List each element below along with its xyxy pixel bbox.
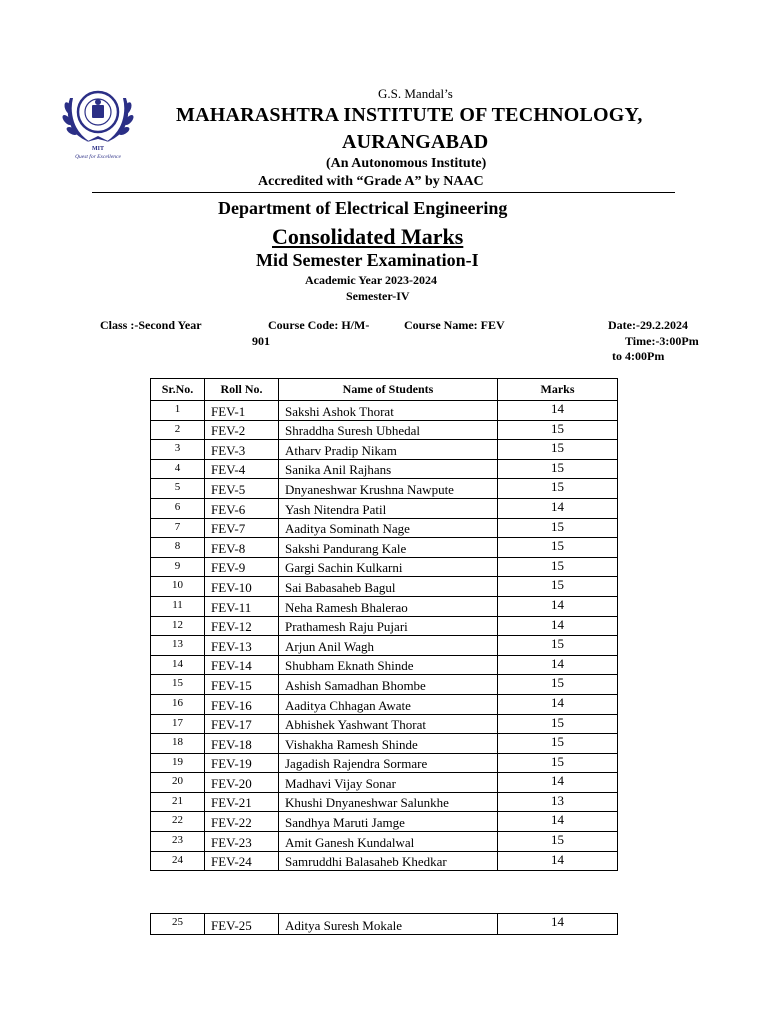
cell-sr-no: 2 — [151, 420, 205, 440]
cell-marks: 15 — [498, 675, 618, 695]
cell-marks: 15 — [498, 734, 618, 754]
exam-time-line1: Time:-3:00Pm — [625, 334, 699, 348]
exam-date: Date:-29.2.2024 — [608, 318, 688, 332]
cell-roll-no: FEV-21 — [205, 792, 279, 812]
institute-name-line1: MAHARASHTRA INSTITUTE OF TECHNOLOGY, — [176, 104, 643, 126]
cell-student-name: Sai Babasaheb Bagul — [279, 577, 498, 597]
cell-marks: 14 — [498, 655, 618, 675]
cell-roll-no: FEV-15 — [205, 675, 279, 695]
table-row — [151, 636, 618, 656]
header-sr-no: Sr.No. — [151, 379, 205, 401]
table-header-row — [151, 379, 618, 401]
table-row — [151, 792, 618, 812]
cell-student-name: Khushi Dnyaneshwar Salunkhe — [279, 792, 498, 812]
table-row — [151, 401, 618, 421]
cell-roll-no: FEV-25 — [205, 914, 279, 935]
cell-roll-no: FEV-10 — [205, 577, 279, 597]
cell-marks: 15 — [498, 479, 618, 499]
cell-marks: 15 — [498, 420, 618, 440]
cell-sr-no: 20 — [151, 773, 205, 793]
cell-student-name: Atharv Pradip Nikam — [279, 440, 498, 460]
cell-sr-no: 14 — [151, 655, 205, 675]
cell-student-name: Sanika Anil Rajhans — [279, 459, 498, 479]
table-row — [151, 498, 618, 518]
cell-marks: 14 — [498, 812, 618, 832]
table-row — [151, 577, 618, 597]
cell-roll-no: FEV-2 — [205, 420, 279, 440]
cell-sr-no: 12 — [151, 616, 205, 636]
cell-student-name: Prathamesh Raju Pujari — [279, 616, 498, 636]
cell-marks: 15 — [498, 459, 618, 479]
cell-sr-no: 23 — [151, 832, 205, 852]
cell-sr-no: 10 — [151, 577, 205, 597]
cell-student-name: Arjun Anil Wagh — [279, 636, 498, 656]
cell-marks: 13 — [498, 792, 618, 812]
class-info: Class :-Second Year — [100, 318, 202, 332]
cell-student-name: Amit Ganesh Kundalwal — [279, 832, 498, 852]
table-row — [151, 596, 618, 616]
page-title: Consolidated Marks — [272, 224, 464, 249]
cell-sr-no: 6 — [151, 498, 205, 518]
cell-student-name: Shraddha Suresh Ubhedal — [279, 420, 498, 440]
cell-roll-no: FEV-11 — [205, 596, 279, 616]
cell-student-name: Jagadish Rajendra Sormare — [279, 753, 498, 773]
cell-roll-no: FEV-13 — [205, 636, 279, 656]
cell-student-name: Aaditya Sominath Nage — [279, 518, 498, 538]
autonomous-label: (An Autonomous Institute) — [326, 156, 487, 171]
academic-year: Academic Year 2023-2024 — [305, 273, 437, 287]
table-row — [151, 694, 618, 714]
cell-roll-no: FEV-16 — [205, 694, 279, 714]
table-row — [151, 557, 618, 577]
cell-sr-no: 11 — [151, 596, 205, 616]
cell-roll-no: FEV-8 — [205, 538, 279, 558]
cell-student-name: Yash Nitendra Patil — [279, 498, 498, 518]
cell-sr-no: 19 — [151, 753, 205, 773]
exam-name: Mid Semester Examination-I — [256, 250, 479, 270]
logo-initials: MIT — [92, 146, 104, 152]
cell-marks: 15 — [498, 753, 618, 773]
cell-student-name: Ashish Samadhan Bhombe — [279, 675, 498, 695]
marks-table-extra-body — [151, 914, 618, 935]
table-row — [151, 675, 618, 695]
cell-marks: 15 — [498, 440, 618, 460]
table-row — [151, 655, 618, 675]
cell-sr-no: 18 — [151, 734, 205, 754]
marks-table-body — [151, 401, 618, 871]
accreditation-label: Accredited with “Grade A” by NAAC — [258, 174, 484, 189]
cell-roll-no: FEV-22 — [205, 812, 279, 832]
cell-sr-no: 25 — [151, 914, 205, 935]
cell-marks: 14 — [498, 694, 618, 714]
cell-sr-no: 16 — [151, 694, 205, 714]
cell-roll-no: FEV-19 — [205, 753, 279, 773]
table-row — [151, 773, 618, 793]
cell-student-name: Sandhya Maruti Jamge — [279, 812, 498, 832]
table-row — [151, 518, 618, 538]
cell-roll-no: FEV-18 — [205, 734, 279, 754]
cell-sr-no: 17 — [151, 714, 205, 734]
course-name: Course Name: FEV — [404, 318, 505, 332]
table-row — [151, 851, 618, 871]
table-row — [151, 538, 618, 558]
table-row — [151, 714, 618, 734]
table-row — [151, 832, 618, 852]
header-name: Name of Students — [279, 379, 498, 401]
cell-sr-no: 1 — [151, 401, 205, 421]
cell-student-name: Aaditya Chhagan Awate — [279, 694, 498, 714]
cell-student-name: Dnyaneshwar Krushna Nawpute — [279, 479, 498, 499]
marks-table — [150, 378, 618, 871]
cell-marks: 14 — [498, 851, 618, 871]
exam-time-line2: to 4:00Pm — [612, 349, 665, 363]
cell-sr-no: 24 — [151, 851, 205, 871]
cell-sr-no: 3 — [151, 440, 205, 460]
cell-roll-no: FEV-3 — [205, 440, 279, 460]
cell-sr-no: 9 — [151, 557, 205, 577]
table-row — [151, 753, 618, 773]
table-row — [151, 914, 618, 935]
cell-marks: 14 — [498, 401, 618, 421]
cell-marks: 15 — [498, 714, 618, 734]
cell-sr-no: 15 — [151, 675, 205, 695]
institute-name-line2: AURANGABAD — [342, 131, 489, 153]
course-code-line1: Course Code: H/M- — [268, 318, 370, 332]
institute-logo — [56, 78, 140, 162]
cell-roll-no: FEV-4 — [205, 459, 279, 479]
cell-marks: 14 — [498, 616, 618, 636]
cell-sr-no: 13 — [151, 636, 205, 656]
table-row — [151, 440, 618, 460]
semester: Semester-IV — [346, 289, 410, 303]
cell-roll-no: FEV-23 — [205, 832, 279, 852]
cell-marks: 14 — [498, 596, 618, 616]
cell-student-name: Aditya Suresh Mokale — [279, 914, 498, 935]
cell-roll-no: FEV-12 — [205, 616, 279, 636]
cell-marks: 14 — [498, 773, 618, 793]
table-row — [151, 459, 618, 479]
table-row — [151, 812, 618, 832]
cell-roll-no: FEV-5 — [205, 479, 279, 499]
table-row — [151, 616, 618, 636]
cell-student-name: Gargi Sachin Kulkarni — [279, 557, 498, 577]
cell-sr-no: 21 — [151, 792, 205, 812]
cell-marks: 14 — [498, 498, 618, 518]
cell-marks: 14 — [498, 914, 618, 935]
course-code-line2: 901 — [252, 334, 270, 348]
marks-table-extra — [150, 913, 618, 935]
department-name: Department of Electrical Engineering — [218, 198, 508, 218]
logo-tagline: Quest for Excellence — [75, 154, 121, 160]
table-row — [151, 420, 618, 440]
cell-sr-no: 4 — [151, 459, 205, 479]
cell-roll-no: FEV-9 — [205, 557, 279, 577]
cell-marks: 15 — [498, 518, 618, 538]
cell-student-name: Madhavi Vijay Sonar — [279, 773, 498, 793]
cell-student-name: Vishakha Ramesh Shinde — [279, 734, 498, 754]
cell-student-name: Abhishek Yashwant Thorat — [279, 714, 498, 734]
cell-student-name: Samruddhi Balasaheb Khedkar — [279, 851, 498, 871]
cell-roll-no: FEV-24 — [205, 851, 279, 871]
mandal-name: G.S. Mandal’s — [378, 86, 453, 101]
table-row — [151, 734, 618, 754]
cell-roll-no: FEV-17 — [205, 714, 279, 734]
cell-sr-no: 22 — [151, 812, 205, 832]
cell-sr-no: 5 — [151, 479, 205, 499]
cell-roll-no: FEV-20 — [205, 773, 279, 793]
cell-marks: 15 — [498, 832, 618, 852]
table-row — [151, 479, 618, 499]
cell-marks: 15 — [498, 577, 618, 597]
header-roll-no: Roll No. — [205, 379, 279, 401]
header-divider — [92, 192, 675, 193]
cell-marks: 15 — [498, 538, 618, 558]
cell-student-name: Shubham Eknath Shinde — [279, 655, 498, 675]
cell-roll-no: FEV-14 — [205, 655, 279, 675]
cell-student-name: Sakshi Ashok Thorat — [279, 401, 498, 421]
cell-sr-no: 7 — [151, 518, 205, 538]
cell-roll-no: FEV-7 — [205, 518, 279, 538]
cell-marks: 15 — [498, 636, 618, 656]
header-marks: Marks — [498, 379, 618, 401]
cell-student-name: Neha Ramesh Bhalerao — [279, 596, 498, 616]
cell-marks: 15 — [498, 557, 618, 577]
cell-roll-no: FEV-1 — [205, 401, 279, 421]
cell-sr-no: 8 — [151, 538, 205, 558]
cell-roll-no: FEV-6 — [205, 498, 279, 518]
cell-student-name: Sakshi Pandurang Kale — [279, 538, 498, 558]
